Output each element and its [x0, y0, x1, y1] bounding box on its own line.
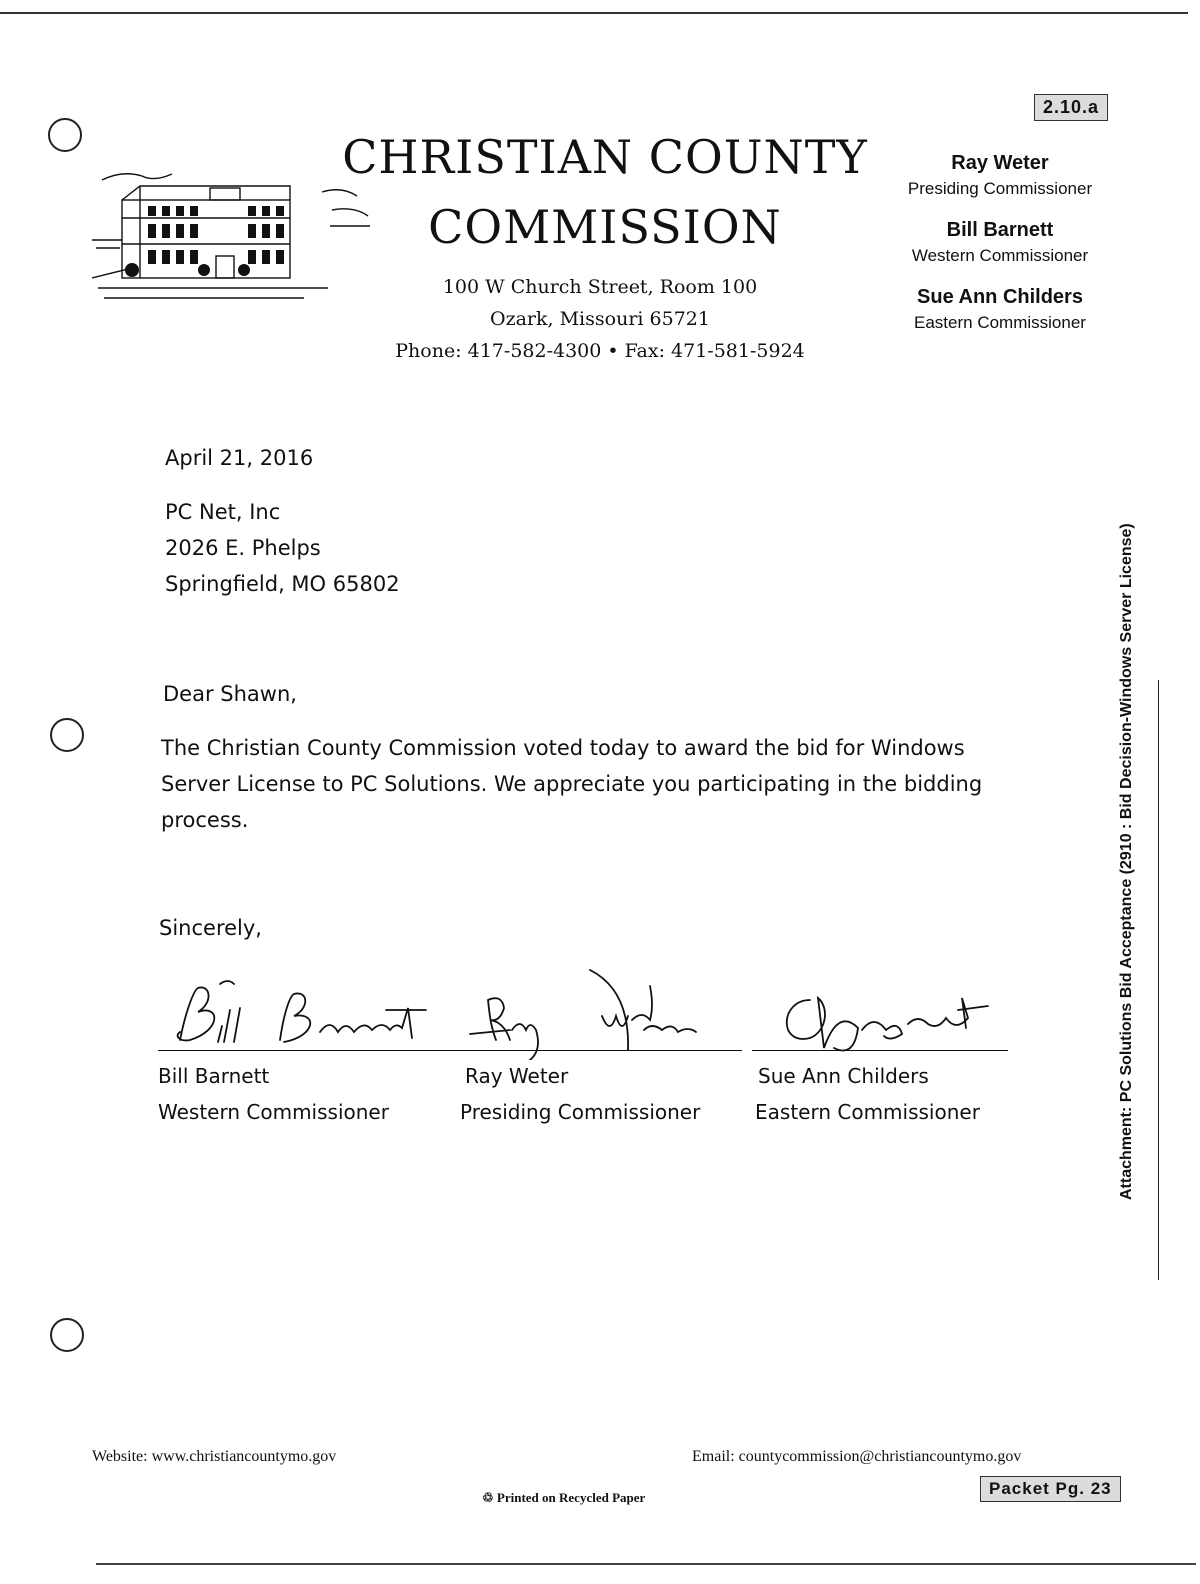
closing: Sincerely, [159, 916, 262, 940]
letterhead-address-line1: 100 W Church Street, Room 100 [442, 276, 758, 298]
signatures-handwriting [150, 960, 1030, 1060]
body-line3: process. [161, 808, 249, 832]
punch-hole-middle [50, 718, 84, 752]
salutation: Dear Shawn, [163, 682, 297, 706]
recipient-line3: Springfield, MO 65802 [165, 572, 400, 596]
recycled-label: Printed on Recycled Paper [496, 1490, 646, 1505]
signer-title: Eastern Commissioner [755, 1100, 980, 1124]
punch-hole-top [48, 118, 82, 152]
footer-website: Website: www.christiancountymo.gov [92, 1448, 337, 1465]
recipient-line1: PC Net, Inc [165, 500, 281, 524]
commissioner-name: Sue Ann Childers [917, 286, 1083, 308]
body-line2: Server License to PC Solutions. We appreciate you participating in the bidding [161, 772, 983, 796]
footer-email: Email: countycommission@christiancountymo.gov [692, 1448, 1022, 1465]
packet-page-stamp: Packet Pg. 23 [980, 1476, 1121, 1502]
commissioner-role: Presiding Commissioner [907, 179, 1093, 198]
letter-date: April 21, 2016 [165, 446, 314, 470]
top-rule [0, 12, 1188, 14]
signer-name: Bill Barnett [158, 1064, 270, 1088]
commissioner-name: Bill Barnett [946, 219, 1054, 241]
stamp-2-10-a: 2.10.a [1034, 94, 1108, 121]
signer-title: Western Commissioner [158, 1100, 389, 1124]
signer-name: Sue Ann Childers [758, 1064, 929, 1088]
punch-hole-bottom [50, 1318, 84, 1352]
letterhead-phone-fax: Phone: 417-582-4300 • Fax: 471-581-5924 [395, 340, 805, 362]
attachment-side-note: Attachment: PC Solutions Bid Acceptance (2910 : Bid Decision-Windows Server License) [1118, 523, 1135, 1200]
letterhead-title-line2: COMMISSION [428, 200, 782, 254]
letterhead-title-line1: CHRISTIAN COUNTY [342, 130, 868, 184]
signature-line [752, 1050, 1008, 1051]
side-margin-rule [1158, 680, 1159, 1280]
body-line1: The Christian County Commission voted today to award the bid for Windows [161, 736, 965, 760]
signer-title: Presiding Commissioner [460, 1100, 701, 1124]
recycled-note [482, 1490, 645, 1506]
bottom-rule [96, 1563, 1196, 1565]
signer-name: Ray Weter [465, 1064, 569, 1088]
recycle-icon: ♲ [482, 1490, 494, 1505]
commissioners-block [880, 152, 1120, 333]
signature-line [458, 1050, 742, 1051]
commissioner-role: Eastern Commissioner [914, 313, 1086, 332]
letterhead-address-line2: Ozark, Missouri 65721 [490, 308, 710, 330]
commissioner-role: Western Commissioner [911, 246, 1089, 265]
commissioner-name: Ray Weter [951, 152, 1049, 174]
signature-line [158, 1050, 458, 1051]
recipient-line2: 2026 E. Phelps [165, 536, 321, 560]
courthouse-logo [92, 148, 382, 308]
